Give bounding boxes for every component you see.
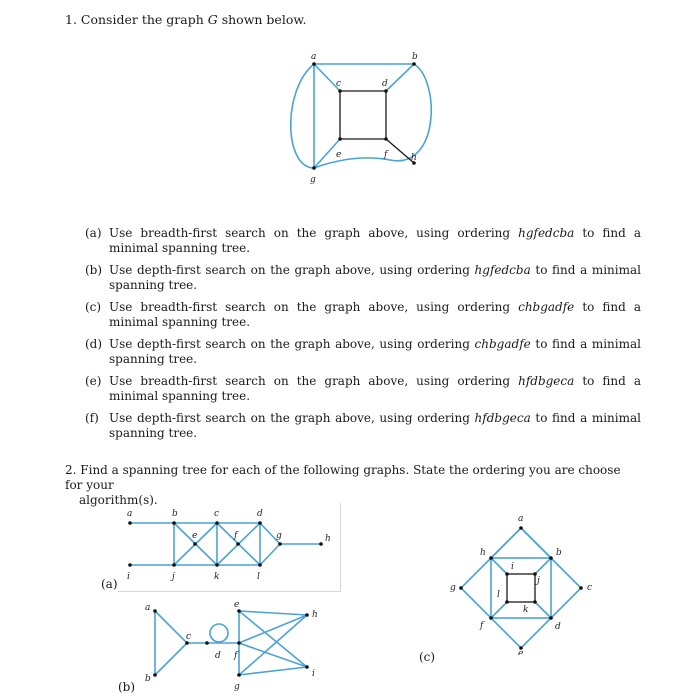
part-ordering: chbgadfe [474, 337, 531, 351]
part-label: (b) [85, 263, 103, 277]
label-l: l [497, 590, 500, 600]
part-ordering: hgfedcba [474, 263, 531, 277]
part-ordering: chbgadfe [518, 300, 575, 314]
part-a [85, 226, 641, 256]
part-post: to find a minimal spanning tree. [109, 411, 641, 440]
label-f: f [480, 621, 484, 631]
part-b [85, 263, 641, 293]
edge-a-c [155, 611, 187, 643]
label-a: a [127, 509, 133, 519]
label-b: b [412, 52, 418, 62]
part-label: (c) [85, 300, 102, 314]
vertex-c [579, 586, 583, 590]
problem-1-text-before: Consider the graph [80, 12, 208, 27]
label-e: e [234, 600, 240, 610]
vertex-k [533, 600, 537, 604]
label-d: d [555, 622, 561, 632]
edge-f-i [239, 643, 307, 667]
vertex-d [549, 616, 553, 620]
inner-square [507, 574, 535, 602]
vertex-g [312, 166, 316, 170]
edge-b-d [386, 64, 414, 91]
part-text [109, 226, 641, 256]
vertex-j [172, 563, 176, 567]
problem-2-line-2: algorithm(s). [79, 493, 158, 507]
problem-2-number: 2. [65, 463, 77, 477]
part-f [85, 411, 641, 441]
label-c: c [214, 509, 220, 519]
vertex-f [489, 616, 493, 620]
outer-diamond [461, 528, 581, 648]
label-i: i [312, 669, 315, 679]
label-h: h [480, 548, 486, 558]
label-f: f [234, 531, 238, 541]
label-d: d [215, 651, 221, 661]
label-a: a [311, 52, 317, 62]
part-ordering: hfdbgeca [474, 411, 531, 425]
vertex-f [237, 641, 241, 645]
label-i: i [511, 562, 514, 572]
vertex-a [519, 526, 523, 530]
label-k: k [214, 572, 220, 582]
vertex-e [193, 542, 197, 546]
edge-l-g [260, 544, 280, 565]
vertex-c [215, 521, 219, 525]
problem-1-statement [65, 12, 307, 27]
edge-f-l [491, 602, 507, 618]
vertex-f [236, 542, 240, 546]
edge-b-c [155, 643, 187, 675]
vertex-i [305, 665, 309, 669]
edge-h-i [491, 558, 507, 574]
edge-g-i [239, 667, 307, 675]
label-c: c [186, 632, 192, 642]
vertex-k [215, 563, 219, 567]
vertex-d [205, 641, 209, 645]
edge-e-h [239, 611, 307, 615]
part-text [109, 374, 641, 404]
vertex-c [338, 89, 342, 93]
label-b: b [172, 509, 178, 519]
vertex-b [153, 673, 157, 677]
label-c: c [336, 79, 342, 89]
vertex-h [489, 556, 493, 560]
vertex-b [172, 521, 176, 525]
part-post: to find a minimal spanning tree. [109, 374, 641, 403]
part-text [109, 337, 641, 367]
label-g: g [450, 583, 456, 593]
part-post: to find a minimal spanning tree. [109, 263, 641, 292]
part-post: to find a minimal spanning tree. [109, 226, 641, 255]
label-k: k [523, 605, 529, 615]
part-post: to find a minimal spanning tree. [109, 337, 641, 366]
part-text [109, 300, 641, 330]
graph-2b-figure [135, 597, 335, 697]
graph-2a-figure [118, 503, 341, 592]
part-pre: Use depth-first search on the graph above, using ordering [109, 411, 475, 425]
part-label: (e) [85, 374, 102, 388]
label-h: h [411, 153, 417, 163]
label-g: g [234, 682, 240, 692]
vertex-d [384, 89, 388, 93]
part-pre: Use breadth-first search on the graph above, using ordering [109, 374, 519, 388]
part-pre: Use depth-first search on the graph above, using ordering [109, 263, 475, 277]
label-j: j [172, 572, 175, 582]
edge-a-h [491, 528, 521, 558]
graph-2c-figure [447, 510, 607, 655]
graph-g-figure [290, 50, 440, 190]
label-g: g [276, 531, 282, 541]
graph-2a-label: (a) [101, 577, 118, 591]
vertex-f [384, 137, 388, 141]
part-post: to find a minimal spanning tree. [109, 300, 641, 329]
edge-g-h [239, 615, 307, 675]
vertex-a [312, 62, 316, 66]
part-pre: Use breadth-first search on the graph above, using ordering [109, 300, 519, 314]
label-b: b [556, 548, 562, 558]
problem-2-text: Find a spanning tree for each of the following graphs. State the ordering you are choose for your [65, 463, 621, 492]
vertex-g [278, 542, 282, 546]
vertex-a [128, 521, 132, 525]
edge-d-k [535, 602, 551, 618]
part-e [85, 374, 641, 404]
label-h: h [325, 534, 331, 544]
label-c: c [587, 583, 593, 593]
loop-d [210, 624, 228, 642]
part-label: (f) [85, 411, 99, 425]
label-e: e [336, 150, 342, 160]
part-ordering: hgfedcba [518, 226, 575, 240]
problem-1-text-after: shown below. [217, 12, 307, 27]
edge-b-j [535, 558, 551, 574]
graph-2c-label: (c) [419, 650, 436, 664]
part-d [85, 337, 641, 367]
part-label: (d) [85, 337, 103, 351]
vertex-i [505, 572, 509, 576]
vertex-g [459, 586, 463, 590]
graph-name: G [207, 12, 218, 27]
label-d: d [382, 79, 388, 89]
vertex-i [128, 563, 132, 567]
edge-a-b [521, 528, 551, 558]
problem-2-line-1 [65, 463, 641, 493]
edge-a-g-curve [291, 64, 314, 168]
label-b: b [145, 674, 151, 684]
label-f: f [234, 651, 238, 661]
vertex-d [258, 521, 262, 525]
part-c [85, 300, 641, 330]
part-pre: Use breadth-first search on the graph above, using ordering [109, 226, 519, 240]
part-pre: Use depth-first search on the graph above, using ordering [109, 337, 475, 351]
label-l: l [257, 572, 260, 582]
label-h: h [312, 610, 318, 620]
vertex-b [412, 62, 416, 66]
part-ordering: hfdbgeca [518, 374, 575, 388]
vertex-l [505, 600, 509, 604]
label-g: g [310, 175, 316, 185]
vertex-h [319, 542, 323, 546]
label-a: a [145, 603, 151, 613]
problem-1-parts [85, 226, 641, 448]
label-j: j [537, 576, 540, 586]
label-a: a [518, 514, 524, 524]
problem-2-statement [65, 463, 641, 508]
vertex-l [258, 563, 262, 567]
label-f: f [384, 150, 388, 160]
vertex-b [549, 556, 553, 560]
vertex-e [338, 137, 342, 141]
part-text [109, 411, 641, 441]
label-i: i [127, 572, 130, 582]
vertex-a [153, 609, 157, 613]
label-d: d [257, 509, 263, 519]
part-text [109, 263, 641, 293]
graph-2b-label: (b) [118, 680, 136, 694]
label-e: e [518, 649, 524, 655]
vertex-g [237, 673, 241, 677]
problem-1-number: 1. [65, 12, 77, 27]
vertex-h [305, 613, 309, 617]
part-label: (a) [85, 226, 102, 240]
label-e: e [192, 531, 198, 541]
